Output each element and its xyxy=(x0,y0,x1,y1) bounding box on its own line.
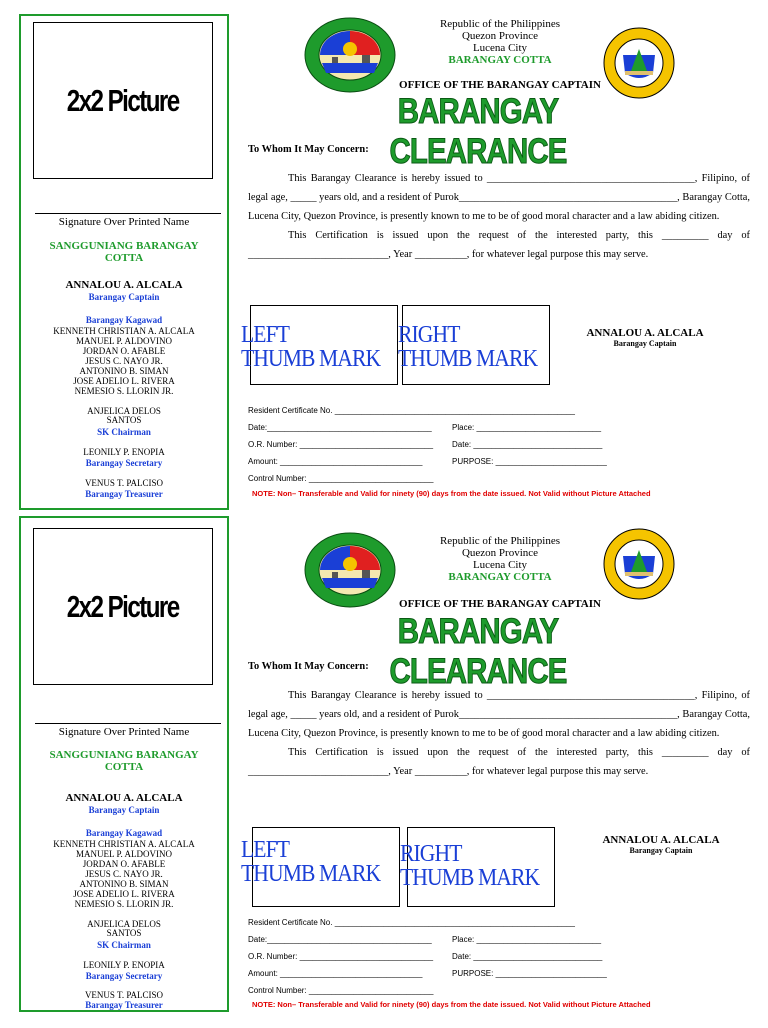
signature-line xyxy=(35,723,221,724)
captain-name: ANNALOU A. ALCALA xyxy=(65,792,183,804)
signer-block xyxy=(570,327,720,348)
city-text: Lucena City xyxy=(472,559,528,572)
treasurer-name: VENUS T. PALCISO xyxy=(84,990,164,1000)
province-text: Quezon Province xyxy=(461,547,539,560)
treasurer-role: Barangay Treasurer xyxy=(85,1000,163,1010)
signature-label: Signature Over Printed Name xyxy=(58,726,190,738)
council-name: SANGGUNIANG BARANGAY COTTA xyxy=(49,240,199,264)
office-title: OFFICE OF THE BARANGAY CAPTAIN xyxy=(399,598,601,610)
kagawad-member: ANTONINO B. SIMAN xyxy=(79,366,169,376)
purpose-field[interactable]: PURPOSE: _________________________ xyxy=(452,969,607,978)
control-number-field[interactable]: Control Number: ____________________________ xyxy=(248,986,434,995)
right-thumb-label: RIGHT THUMB MARK xyxy=(400,841,540,891)
captain-role: Barangay Captain xyxy=(88,805,160,815)
kagawad-member: JOSE ADELIO L. RIVERA xyxy=(73,889,175,899)
council-name: SANGGUNIANG BARANGAY COTTA xyxy=(49,749,199,773)
province-text: Quezon Province xyxy=(461,30,539,43)
kagawad-member: MANUEL P. ALDOVINO xyxy=(76,336,172,346)
kagawad-role: Barangay Kagawad xyxy=(85,315,163,325)
paragraph-issued: This Barangay Clearance is hereby issued to ________________________________________, Filipino, of legal age, _____ years old, and a resident of Purok__________________________________________, Barangay Cotta, Lucena City, Quezon Province, is presently known to me to be of good moral character and a law abiding citizen. xyxy=(248,690,750,739)
place-field[interactable]: Place: ____________________________ xyxy=(452,935,602,944)
header-block xyxy=(390,18,610,66)
captain-role: Barangay Captain xyxy=(88,292,160,302)
validity-note: NOTE: Non– Transferable and Valid for ninety (90) days from the date issued. Not Valid without Picture Attached xyxy=(252,1000,651,1009)
kagawad-member: NEMESIO S. LLORIN JR. xyxy=(74,899,174,909)
signer-role: Barangay Captain xyxy=(613,339,677,348)
control-number-field[interactable]: Control Number: ____________________________ xyxy=(248,474,434,483)
left-thumb-label: LEFT THUMB MARK xyxy=(241,322,381,372)
kagawad-member: ANTONINO B. SIMAN xyxy=(79,879,169,889)
officials-sidebar xyxy=(19,516,229,1012)
sk-role: SK Chairman xyxy=(97,427,151,437)
salutation: To Whom It May Concern: xyxy=(248,661,369,672)
date-field[interactable]: Date:_____________________________________ xyxy=(248,423,432,432)
kagawad-member: JORDAN O. AFABLE xyxy=(82,346,166,356)
kagawad-member: JESUS C. NAYO JR. xyxy=(85,869,163,879)
document-title: BARANGAY CLEARANCE xyxy=(389,612,567,691)
signature-line xyxy=(35,213,221,214)
photo-label: 2x2 Picture xyxy=(67,588,179,624)
secretary-role: Barangay Secretary xyxy=(85,971,163,981)
date-field[interactable]: Date:_____________________________________ xyxy=(248,935,432,944)
left-thumb-label: LEFT THUMB MARK xyxy=(241,837,381,887)
date-field[interactable]: Date: _____________________________ xyxy=(452,952,603,961)
place-field[interactable]: Place: ____________________________ xyxy=(452,423,602,432)
barangay-text: BARANGAY COTTA xyxy=(448,54,552,67)
kagawad-member: KENNETH CHRISTIAN A. ALCALA xyxy=(53,839,195,849)
sk-name: ANJELICA DELOS SANTOS xyxy=(87,406,161,426)
resident-cert-field[interactable]: Resident Certificate No. ______________________________________________________ xyxy=(248,406,575,415)
officials-sidebar xyxy=(19,14,229,510)
republic-text: Republic of the Philippines xyxy=(439,18,561,30)
paragraph-certification: This Certification is issued upon the request of the interested party, this _________ day of ___________________________, Year __________, for whatever legal purpose this may serve. xyxy=(248,747,750,777)
date-field[interactable]: Date: _____________________________ xyxy=(452,440,603,449)
paragraph-certification: This Certification is issued upon the request of the interested party, this _________ day of ___________________________, Year __________, for whatever legal purpose this may serve. xyxy=(248,230,750,260)
amount-field[interactable]: Amount: ________________________________ xyxy=(248,457,423,466)
secretary-role: Barangay Secretary xyxy=(85,458,163,468)
header-block xyxy=(390,535,610,583)
body-text xyxy=(248,140,750,264)
signer-name: ANNALOU A. ALCALA xyxy=(586,327,704,339)
office-title: OFFICE OF THE BARANGAY CAPTAIN xyxy=(399,79,601,91)
city-seal-logo xyxy=(603,27,675,104)
treasurer-name: VENUS T. PALCISO xyxy=(84,478,164,488)
sk-name: ANJELICA DELOS SANTOS xyxy=(87,919,161,939)
resident-cert-field[interactable]: Resident Certificate No. ______________________________________________________ xyxy=(248,918,575,927)
secretary-name: LEONILY P. ENOPIA xyxy=(83,447,165,457)
paragraph-issued: This Barangay Clearance is hereby issued to ________________________________________, Filipino, of legal age, _____ years old, and a resident of Purok__________________________________________, Barangay Cotta, Lucena City, Quezon Province, is presently known to me to be of good moral character and a law abiding citizen. xyxy=(248,173,750,222)
amount-field[interactable]: Amount: ________________________________ xyxy=(248,969,423,978)
signer-block xyxy=(586,834,736,855)
photo-box xyxy=(33,528,213,685)
kagawad-member: MANUEL P. ALDOVINO xyxy=(76,849,172,859)
kagawad-member: NEMESIO S. LLORIN JR. xyxy=(74,386,174,396)
signature-label: Signature Over Printed Name xyxy=(58,216,190,228)
city-seal-logo xyxy=(603,528,675,605)
validity-note: NOTE: Non– Transferable and Valid for ninety (90) days from the date issued. Not Valid without Picture Attached xyxy=(252,489,651,498)
purpose-field[interactable]: PURPOSE: _________________________ xyxy=(452,457,607,466)
sk-role: SK Chairman xyxy=(97,940,151,950)
signer-name: ANNALOU A. ALCALA xyxy=(602,834,720,846)
or-number-field[interactable]: O.R. Number: ______________________________ xyxy=(248,952,434,961)
clearance-copy-bottom xyxy=(0,516,768,1028)
captain-name: ANNALOU A. ALCALA xyxy=(65,279,183,291)
kagawad-member: JORDAN O. AFABLE xyxy=(82,859,166,869)
salutation: To Whom It May Concern: xyxy=(248,144,369,155)
photo-label: 2x2 Picture xyxy=(67,82,179,118)
secretary-name: LEONILY P. ENOPIA xyxy=(83,960,165,970)
treasurer-role: Barangay Treasurer xyxy=(85,489,163,499)
or-number-field[interactable]: O.R. Number: ______________________________ xyxy=(248,440,434,449)
kagawad-role: Barangay Kagawad xyxy=(85,828,163,838)
kagawad-member: JESUS C. NAYO JR. xyxy=(85,356,163,366)
document-title: BARANGAY CLEARANCE xyxy=(389,92,567,171)
clearance-copy-top xyxy=(0,0,768,512)
body-text xyxy=(248,657,750,781)
kagawad-member: JOSE ADELIO L. RIVERA xyxy=(73,376,175,386)
signer-role: Barangay Captain xyxy=(629,846,693,855)
city-text: Lucena City xyxy=(472,42,528,55)
republic-text: Republic of the Philippines xyxy=(439,535,561,547)
photo-box xyxy=(33,22,213,179)
kagawad-member: KENNETH CHRISTIAN A. ALCALA xyxy=(53,326,195,336)
barangay-text: BARANGAY COTTA xyxy=(448,571,552,584)
right-thumb-label: RIGHT THUMB MARK xyxy=(398,322,538,372)
